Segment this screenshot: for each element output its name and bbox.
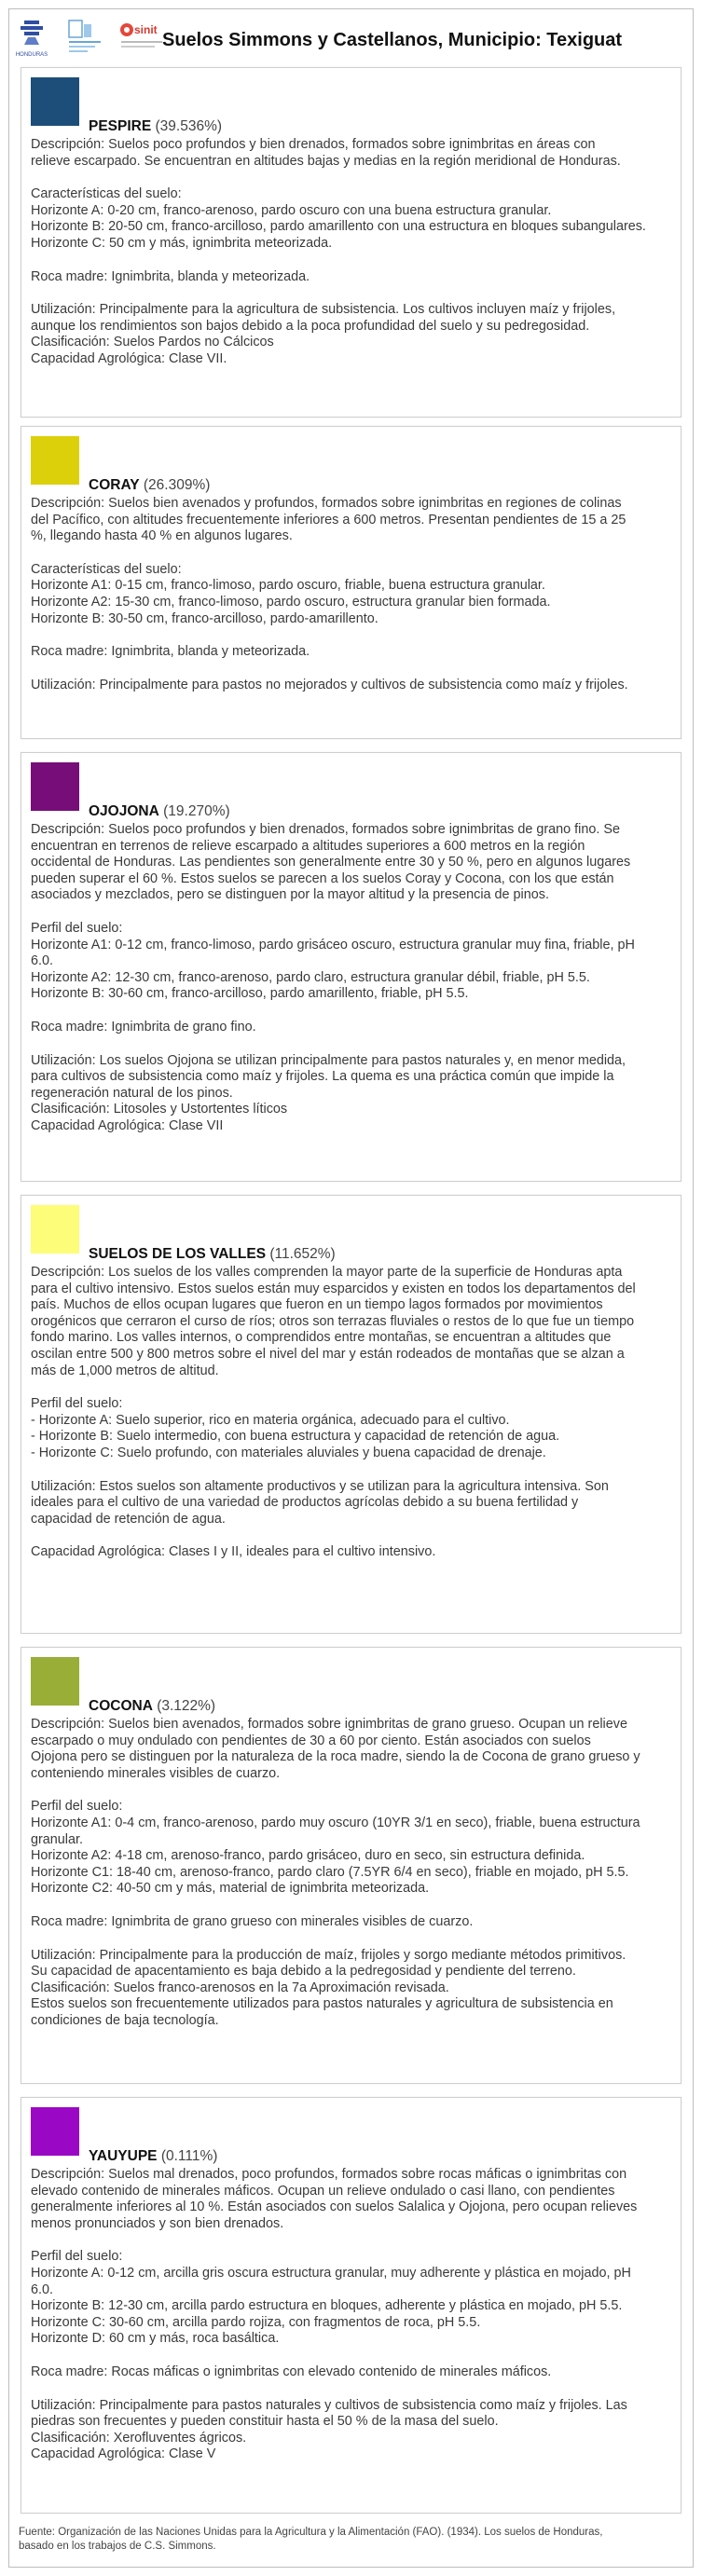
soil-color-swatch xyxy=(31,1205,79,1254)
description-line: Perfil del suelo: xyxy=(31,1799,123,1815)
soil-color-swatch xyxy=(31,2107,79,2156)
description-line: Horizonte A1: 0-15 cm, franco-limoso, pardo oscuro, friable, buena estructura granular. xyxy=(31,578,545,594)
soil-card xyxy=(21,2097,681,2514)
description-line: para cultivos de subsistencia como maíz y frijoles. La quema es una práctica común que impide la xyxy=(31,1069,614,1085)
description-line: país. Muchos de ellos ocupan lugares que fueron en un tiempo lagos formados por movimientos xyxy=(31,1297,603,1313)
description-line: Horizonte A: 0-12 cm, arcilla gris oscura estructura granular, muy adherente y plástica en mojado, pH xyxy=(31,2265,631,2281)
description-line: Capacidad Agrológica: Clase VII. xyxy=(31,350,227,366)
description-line: Utilización: Principalmente para la producción de maíz, frijoles y sorgo mediante métodos primitivos. xyxy=(31,1947,626,1963)
page-title: Suelos Simmons y Castellanos, Municipio: Texiguat xyxy=(162,30,623,50)
description-line: escarpado o muy ondulado con pendientes de 30 a 60 por ciento. Están asociados con suelos xyxy=(31,1733,591,1748)
paragraph-gap xyxy=(31,2348,671,2364)
institute-logo-icon xyxy=(65,17,104,60)
soil-card xyxy=(21,67,681,418)
soil-percentage: (26.309%) xyxy=(143,477,211,493)
paragraph-gap xyxy=(31,627,671,644)
description-line: más de 1,000 metros de altitud. xyxy=(31,1363,219,1378)
soil-card-body xyxy=(31,2167,671,2463)
description-line: Roca madre: Ignimbrita de grano fino. xyxy=(31,1019,256,1035)
paragraph-gap xyxy=(31,1782,671,1799)
paragraph-gap xyxy=(31,285,671,302)
page xyxy=(8,8,694,2568)
paragraph-gap xyxy=(31,1931,671,1948)
soil-color-swatch xyxy=(31,1657,79,1706)
description-line: encuentran en terrenos de relieve escarpado a altitudes superiores a 600 metros en la región xyxy=(31,838,585,854)
soil-name: COCONA xyxy=(89,1698,153,1714)
description-line: 6.0. xyxy=(31,2281,54,2297)
description-line: para el cultivo intensivo. Estos suelos están muy esparcidos y existen en todos los departamentos del xyxy=(31,1281,636,1296)
description-line: oscilan entre 500 y 800 metros sobre el nivel del mar y están rodeados de montañas que se alzan a xyxy=(31,1346,625,1362)
sinit-logo-icon xyxy=(117,17,166,60)
description-line: piedras son frecuentes y pueden constituir hasta el 50 % de la masa del suelo. xyxy=(31,2414,499,2430)
description-line: pueden superar el 60 %. Estos suelos se parecen a los suelos Coray y Cocona, con los que están xyxy=(31,870,614,886)
paragraph-gap xyxy=(31,1003,671,1020)
description-line: Capacidad Agrológica: Clase V xyxy=(31,2446,216,2462)
soil-card-body xyxy=(31,137,671,368)
description-line: granular. xyxy=(31,1831,84,1847)
description-line: Utilización: Principalmente para pastos no mejorados y cultivos de subsistencia como maíz y frijoles. xyxy=(31,677,628,692)
soil-percentage: (3.122%) xyxy=(157,1698,216,1714)
description-line: Clasificación: Suelos Pardos no Cálcicos xyxy=(31,335,274,350)
soil-name: OJOJONA xyxy=(89,803,159,819)
soil-card-header xyxy=(31,1205,671,1265)
description-line: Perfil del suelo: xyxy=(31,920,123,936)
soil-name-line xyxy=(89,1246,336,1263)
description-line: Clasificación: Xerofluventes ágricos. xyxy=(31,2430,247,2446)
soil-card-body xyxy=(31,822,671,1135)
description-line: Horizonte D: 60 cm y más, roca basáltica. xyxy=(31,2331,280,2347)
description-line: capacidad de retención de agua. xyxy=(31,1511,226,1527)
soil-card xyxy=(21,1647,681,2084)
description-line: 6.0. xyxy=(31,953,54,969)
description-line: - Horizonte A: Suelo superior, rico en materia orgánica, adecuado para el cultivo. xyxy=(31,1412,510,1428)
description-line: regeneración natural de los pinos. xyxy=(31,1085,233,1101)
description-line: fondo marino. Los valles internos, o comprendidos entre montañas, se encuentran a altitudes que xyxy=(31,1330,612,1346)
source-line: basado en los trabajos de C.S. Simmons. xyxy=(19,2541,216,2552)
description-line: Clasificación: Litosoles y Ustortentes líticos xyxy=(31,1102,288,1117)
soil-percentage: (19.270%) xyxy=(163,803,230,819)
description-line: menos pronunciados y son bien drenados. xyxy=(31,2215,284,2231)
soil-card-body xyxy=(31,1717,671,2030)
description-line: relieve escarpado. Se encuentran en altitudes bajas y medias en la región meridional de Honduras. xyxy=(31,153,621,169)
description-line: Utilización: Estos suelos son altamente productivos y se utilizan para la agricultura intensiva. Son xyxy=(31,1478,609,1494)
paragraph-gap xyxy=(31,2232,671,2249)
description-line: Roca madre: Ignimbrita, blanda y meteorizada. xyxy=(31,644,310,660)
soil-card-body xyxy=(31,496,671,693)
description-line: orogénicos que cerraron el curso de ríos; otros son terrazas fluviales o restos de lo que fue un tiempo xyxy=(31,1313,635,1329)
soil-name-line xyxy=(89,118,222,135)
soil-card xyxy=(21,426,681,739)
source-footer xyxy=(19,2526,682,2554)
description-line: Utilización: Principalmente para la agricultura de subsistencia. Los cultivos incluyen maíz y frijoles, xyxy=(31,302,616,318)
soil-card xyxy=(21,752,681,1182)
description-line: Horizonte A2: 15-30 cm, franco-limoso, pardo oscuro, estructura granular bien formada. xyxy=(31,594,551,610)
description-line: Perfil del suelo: xyxy=(31,1396,123,1412)
description-line: Características del suelo: xyxy=(31,186,182,202)
soil-card-header xyxy=(31,2107,671,2167)
soil-name-line xyxy=(89,1698,215,1715)
description-line: Su capacidad de apacentamiento es baja debido a la pedregosidad y pendiente del terreno. xyxy=(31,1964,576,1980)
paragraph-gap xyxy=(31,1462,671,1479)
description-line: Descripción: Suelos bien avenados, formados sobre ignimbritas de grano grueso. Ocupan un relieve xyxy=(31,1717,627,1732)
description-line: Capacidad Agrológica: Clases I y II, ideales para el cultivo intensivo. xyxy=(31,1544,436,1560)
description-line: Horizonte C1: 18-40 cm, arenoso-franco, pardo claro (7.5YR 6/4 en seco), friable en mojado, pH 5.5. xyxy=(31,1864,629,1880)
description-line: Horizonte A1: 0-12 cm, franco-limoso, pardo grisáceo oscuro, estructura granular muy fina, friable, pH xyxy=(31,937,635,952)
soil-card-body xyxy=(31,1265,671,1561)
description-line: Horizonte A1: 0-4 cm, franco-arenoso, pardo muy oscuro (10YR 3/1 en seco), friable, buena estructura xyxy=(31,1815,640,1830)
soil-percentage: (0.111%) xyxy=(160,2148,218,2164)
description-line: del Pacífico, con altitudes frecuentemente inferiores a 600 metros. Presentan pendientes de 15 a 25 xyxy=(31,512,626,528)
description-line: Horizonte A: 0-20 cm, franco-arenoso, pardo oscuro con una buena estructura granular. xyxy=(31,202,552,218)
paragraph-gap xyxy=(31,2381,671,2398)
description-line: Horizonte A2: 12-30 cm, franco-arenoso, pardo claro, estructura granular débil, friable, pH 5.5. xyxy=(31,969,590,985)
svg-text:HONDURAS: HONDURAS xyxy=(15,52,48,58)
description-line: Capacidad Agrológica: Clase VII xyxy=(31,1117,224,1133)
paragraph-gap xyxy=(31,1036,671,1053)
description-line: Roca madre: Rocas máficas o ignimbritas con elevado contenido de minerales máficos. xyxy=(31,2364,552,2379)
paragraph-gap xyxy=(31,661,671,678)
soil-name: PESPIRE xyxy=(89,118,152,134)
paragraph-gap xyxy=(31,1528,671,1544)
soil-name: CORAY xyxy=(89,477,140,493)
description-line: Horizonte B: 30-50 cm, franco-arcilloso, pardo-amarillento. xyxy=(31,610,379,626)
description-line: Descripción: Suelos poco profundos y bien drenados, formados sobre ignimbritas de grano fino. Se xyxy=(31,822,620,837)
honduras-logo-icon xyxy=(11,17,52,60)
soil-card-header xyxy=(31,762,671,822)
description-line: Horizonte B: 12-30 cm, arcilla pardo estructura en bloques, adherente y plástica en mojado, pH 5.5. xyxy=(31,2298,623,2314)
description-line: aunque los rendimientos son bajos debido a la poca profundidad del suelo y su pedregosidad. xyxy=(31,318,590,334)
soil-card-header xyxy=(31,436,671,496)
description-line: Horizonte C: 50 cm y más, ignimbrita meteorizada. xyxy=(31,235,333,251)
description-line: Descripción: Suelos mal drenados, poco profundos, formados sobre rocas máficas o ignimbritas con xyxy=(31,2167,627,2182)
soil-color-swatch xyxy=(31,77,79,126)
description-line: Descripción: Los suelos de los valles comprenden la mayor parte de la superficie de Honduras apta xyxy=(31,1265,623,1280)
soil-name-line xyxy=(89,477,210,494)
description-line: asociados y mezclados, pero se distinguen por la mayor altitud y la presencia de pinos. xyxy=(31,887,549,903)
paragraph-gap xyxy=(31,904,671,921)
description-line: Clasificación: Suelos franco-arenosos en la 7a Aproximación revisada. xyxy=(31,1980,449,1995)
description-line: - Horizonte C: Suelo profundo, con materiales aluviales y buena capacidad de drenaje. xyxy=(31,1445,546,1460)
soil-card-header xyxy=(31,1657,671,1717)
paragraph-gap xyxy=(31,545,671,562)
paragraph-gap xyxy=(31,1898,671,1914)
description-line: Horizonte B: 30-60 cm, franco-arcilloso, pardo amarillento, friable, pH 5.5. xyxy=(31,986,469,1002)
source-line: Fuente: Organización de las Naciones Unidas para la Agricultura y la Alimentación (FAO). (1934). Los suelos de Honduras, xyxy=(19,2527,603,2538)
description-line: occidental de Honduras. Las pendientes son generalmente entre 30 y 50 %, pero en algunos lugares xyxy=(31,855,631,870)
soil-color-swatch xyxy=(31,762,79,811)
description-line: Horizonte A2: 4-18 cm, arenoso-franco, pardo grisáceo, duro en seco, sin estructura definida. xyxy=(31,1848,585,1864)
description-line: Roca madre: Ignimbrita, blanda y meteorizada. xyxy=(31,268,310,284)
description-line: Perfil del suelo: xyxy=(31,2249,123,2265)
description-line: conteniendo minerales visibles de cuarzo. xyxy=(31,1765,281,1781)
description-line: - Horizonte B: Suelo intermedio, con buena estructura y capacidad de retención de agua. xyxy=(31,1429,560,1445)
description-line: Descripción: Suelos poco profundos y bien drenados, formados sobre ignimbritas en áreas con xyxy=(31,137,596,152)
paragraph-gap xyxy=(31,253,671,269)
paragraph-gap xyxy=(31,170,671,186)
description-line: Características del suelo: xyxy=(31,561,182,577)
description-line: Horizonte C2: 40-50 cm y más, material de ignimbrita meteorizada. xyxy=(31,1881,430,1897)
logos xyxy=(11,17,179,60)
description-line: %, llegando hasta 40 % en algunos lugares. xyxy=(31,528,293,544)
soil-name: SUELOS DE LOS VALLES xyxy=(89,1246,267,1262)
soil-name-line xyxy=(89,803,230,820)
soil-percentage: (11.652%) xyxy=(269,1246,336,1262)
description-line: elevado contenido de minerales máficos. Ocupan un relieve ondulado o casi llano, con pendientes xyxy=(31,2183,615,2199)
header xyxy=(9,9,693,67)
description-line: Horizonte C: 30-60 cm, arcilla pardo rojiza, con fragmentos de roca, pH 5.5. xyxy=(31,2314,481,2330)
soil-card xyxy=(21,1195,681,1634)
soil-name-line xyxy=(89,2148,217,2165)
soil-name: YAUYUPE xyxy=(89,2148,158,2164)
soil-percentage: (39.536%) xyxy=(155,118,223,134)
paragraph-gap xyxy=(31,1379,671,1396)
svg-text:sinit: sinit xyxy=(134,23,158,36)
description-line: Ojojona pero se distinguen por la naturaleza de la roca madre, siendo la de Cocona de grano grueso y xyxy=(31,1749,640,1765)
description-line: Utilización: Los suelos Ojojona se utilizan principalmente para pastos naturales y, en menor medida, xyxy=(31,1052,626,1068)
description-line: Estos suelos son frecuentemente utilizados para pastos naturales y agricultura de subsistencia en xyxy=(31,1996,613,2012)
soil-card-header xyxy=(31,77,671,137)
soil-color-swatch xyxy=(31,436,79,485)
description-line: ideales para el cultivo de una variedad de productos agrícolas debido a su buena fertilidad y xyxy=(31,1495,579,1511)
description-line: generalmente inferiores al 10 %. Están asociados con suelos Salalica y Ojojona, pero ocupan relieves xyxy=(31,2199,638,2215)
description-line: Utilización: Principalmente para pastos naturales y cultivos de subsistencia como maíz y frijoles. Las xyxy=(31,2397,627,2413)
description-line: Horizonte B: 20-50 cm, franco-arcilloso, pardo amarillento con una estructura en bloques subangulares. xyxy=(31,219,646,235)
description-line: condiciones de baja tecnología. xyxy=(31,2012,219,2028)
description-line: Roca madre: Ignimbrita de grano grueso con minerales visibles de cuarzo. xyxy=(31,1913,474,1929)
description-line: Descripción: Suelos bien avenados y profundos, formados sobre ignimbritas en regiones de colinas xyxy=(31,496,622,511)
